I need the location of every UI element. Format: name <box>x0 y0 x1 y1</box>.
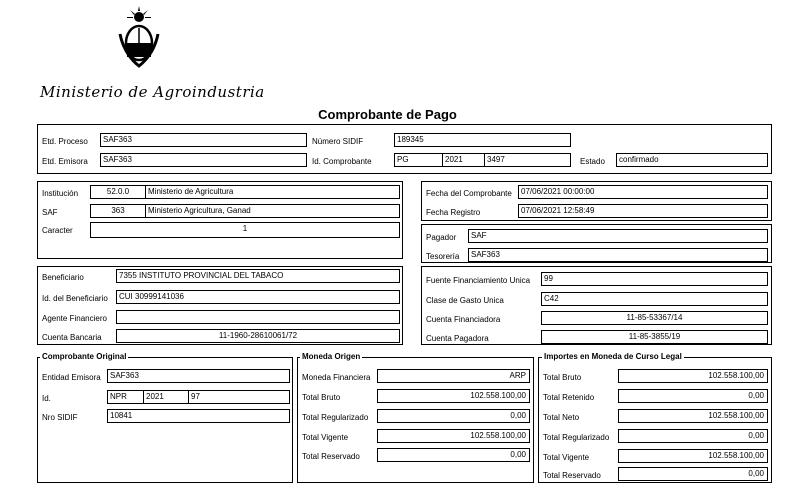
fuente-field: 99 <box>541 272 768 286</box>
im-bruto-label: Total Bruto <box>543 373 582 382</box>
tesoreria-field: SAF363 <box>468 248 768 262</box>
im-regularizado-label: Total Regularizado <box>543 433 610 442</box>
saf-cod: 363 <box>90 204 146 218</box>
fecha-comprobante-label: Fecha del Comprobante <box>426 189 512 198</box>
fecha-registro-field: 07/06/2021 12:58:49 <box>518 204 768 218</box>
pagador-label: Pagador <box>426 233 457 242</box>
clase-gasto-label: Clase de Gasto Unica <box>426 296 504 305</box>
mo-vigente-label: Total Vigente <box>302 433 349 442</box>
mo-regularizado-field: 0,00 <box>377 409 530 423</box>
entidad-emisora-label: Entidad Emisora <box>42 373 101 382</box>
im-reservado-label: Total Reservado <box>543 471 601 480</box>
mo-bruto-label: Total Bruto <box>302 393 341 402</box>
fuente-label: Fuente Financiamiento Unica <box>426 276 531 285</box>
id-comprobante-numero: 3497 <box>484 153 571 167</box>
im-vigente-label: Total Vigente <box>543 453 590 462</box>
moneda-financiera-label: Moneda Financiera <box>302 373 371 382</box>
mo-reservado-field: 0,00 <box>377 448 530 462</box>
id-comprobante-tipo: PG <box>394 153 443 167</box>
id-beneficiario-field: CUI 30999141036 <box>116 290 400 304</box>
nro-sidif-label: Nro SIDIF <box>42 413 78 422</box>
entidad-emisora-field: SAF363 <box>107 369 290 383</box>
coat-of-arms-icon <box>118 4 160 68</box>
importes-title: Importes en Moneda de Curso Legal <box>544 352 682 361</box>
fecha-comprobante-field: 07/06/2021 00:00:00 <box>518 185 768 199</box>
im-regularizado-field: 0,00 <box>618 429 768 443</box>
original-id-anio: 2021 <box>143 390 189 404</box>
numero-sidif-label: Número SIDIF <box>312 137 364 146</box>
original-title: Comprobante Original <box>42 352 127 361</box>
im-reservado-field: 0,00 <box>618 467 768 481</box>
etd-emisora-label: Etd. Emisora <box>42 157 88 166</box>
original-id-numero: 97 <box>188 390 290 404</box>
mo-reservado-label: Total Reservado <box>302 452 360 461</box>
moneda-financiera-field: ARP <box>377 369 530 383</box>
cuenta-pagadora-field: 11-85-3855/19 <box>541 330 768 344</box>
ministry-name: Ministerio de Agroindustria <box>40 83 265 101</box>
im-bruto-field: 102.558.100,00 <box>618 369 768 383</box>
pagador-field: SAF <box>468 229 768 243</box>
etd-emisora-field: SAF363 <box>100 153 307 167</box>
im-retenido-field: 0,00 <box>618 389 768 403</box>
id-comprobante-label: Id. Comprobante <box>312 157 372 166</box>
fecha-registro-label: Fecha Registro <box>426 208 481 217</box>
saf-nombre: Ministerio Agricultura, Ganad <box>145 204 400 218</box>
caracter-field: 1 <box>90 222 400 238</box>
id-beneficiario-label: Id. del Beneficiario <box>42 294 108 303</box>
cuenta-financiadora-field: 11-85-53367/14 <box>541 311 768 325</box>
mo-bruto-field: 102.558.100,00 <box>377 389 530 403</box>
im-retenido-label: Total Retenido <box>543 393 595 402</box>
numero-sidif-field: 189345 <box>394 133 571 147</box>
cuenta-bancaria-field: 11-1960-28610061/72 <box>116 329 400 343</box>
im-neto-field: 102.558.100,00 <box>618 409 768 423</box>
id-comprobante-anio: 2021 <box>442 153 485 167</box>
cuenta-financiadora-label: Cuenta Financiadora <box>426 315 501 324</box>
im-vigente-field: 102.558.100,00 <box>618 449 768 463</box>
etd-proceso-label: Etd. Proceso <box>42 137 88 146</box>
institucion-cod: 52.0.0 <box>90 185 146 199</box>
page-title: Comprobante de Pago <box>318 107 457 122</box>
caracter-label: Caracter <box>42 226 73 235</box>
mo-regularizado-label: Total Regularizado <box>302 413 369 422</box>
im-neto-label: Total Neto <box>543 413 580 422</box>
estado-field: confirmado <box>616 153 768 167</box>
saf-label: SAF <box>42 208 58 217</box>
agente-field <box>116 310 400 324</box>
institucion-label: Institución <box>42 189 79 198</box>
etd-proceso-field: SAF363 <box>100 133 307 147</box>
original-id-label: Id. <box>42 394 51 403</box>
cuenta-bancaria-label: Cuenta Bancaria <box>42 333 102 342</box>
nro-sidif-field: 10841 <box>107 409 290 423</box>
original-id-tipo: NPR <box>107 390 144 404</box>
beneficiario-field: 7355 INSTITUTO PROVINCIAL DEL TABACO <box>116 269 400 283</box>
moneda-origen-title: Moneda Origen <box>302 352 361 361</box>
agente-label: Agente Financiero <box>42 314 107 323</box>
institucion-nombre: Ministerio de Agricultura <box>145 185 400 199</box>
tesoreria-label: Tesorería <box>426 252 460 261</box>
mo-vigente-field: 102.558.100,00 <box>377 429 530 443</box>
cuenta-pagadora-label: Cuenta Pagadora <box>426 334 489 343</box>
clase-gasto-field: C42 <box>541 292 768 306</box>
estado-label: Estado <box>580 157 605 166</box>
beneficiario-label: Beneficiario <box>42 273 84 282</box>
